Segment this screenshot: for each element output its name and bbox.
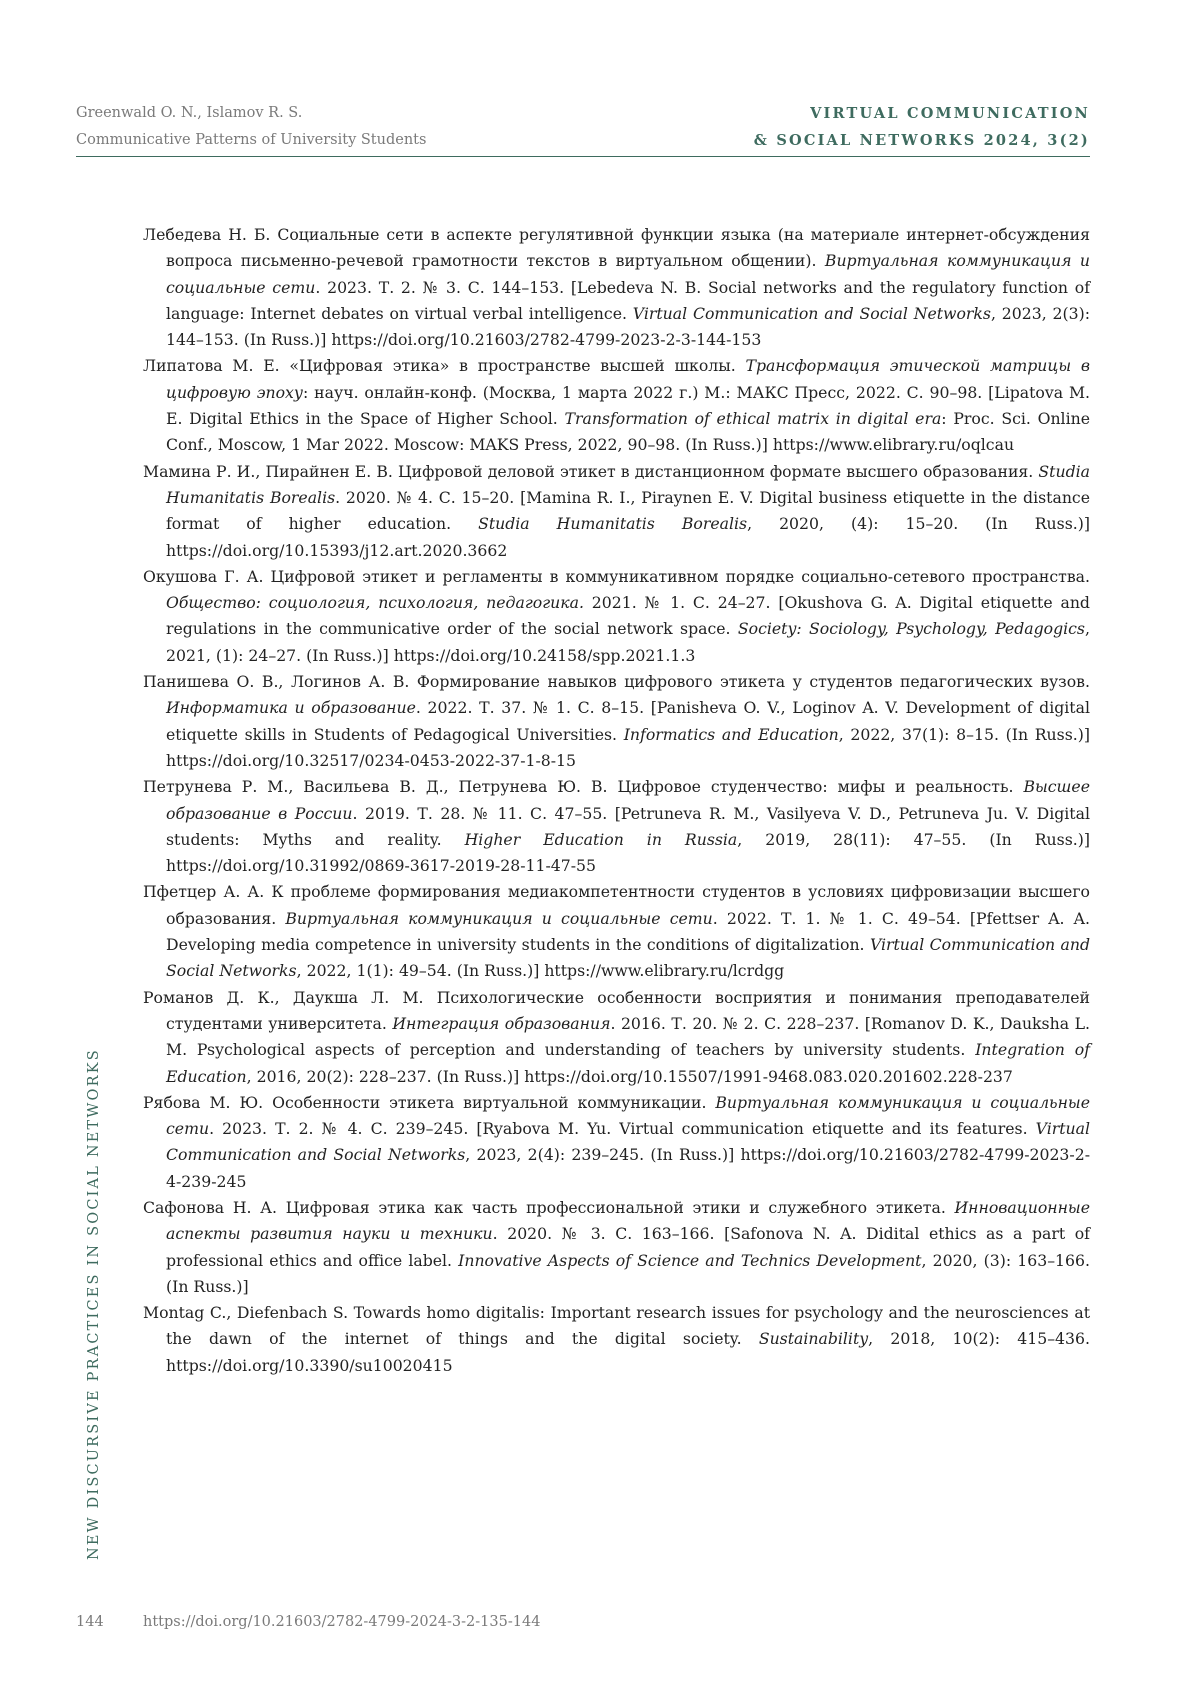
reference-entry — [143, 774, 1090, 879]
reference-text-run: , 2023, 2(3): 144–153. (In Russ.)] https://doi.org/10.21603/2782-4799-2023-2-3-144-153 — [166, 303, 1090, 350]
reference-entry — [143, 353, 1090, 458]
reference-italic-run: Виртуальная коммуникация и социальные сети — [166, 251, 1090, 297]
reference-italic-run: Higher Education in Russia — [464, 829, 738, 849]
page-number: 144 — [76, 1614, 104, 1630]
reference-text-run: , 2018, 10(2): 415–436. https://doi.org/10.3390/su10020415 — [166, 1329, 1090, 1375]
side-label-text: NEW DISCURSIVE PRACTICES IN SOCIAL NETWORKS — [86, 1048, 102, 1560]
reference-text-run: . 2022. Т. 1. № 1. С. 49–54. [Pfettser A. A. Developing media competence in university students in the conditions of digitalization. — [166, 908, 1090, 955]
reference-entry — [143, 222, 1090, 353]
reference-entry — [143, 1195, 1090, 1300]
reference-italic-run: Виртуальная коммуникация и социальные сети — [166, 1092, 1090, 1139]
reference-entry — [143, 879, 1090, 984]
reference-text-run: , 2021, (1): 24–27. (In Russ.)] https://doi.org/10.24158/spp.2021.1.3 — [166, 619, 1090, 665]
reference-entry — [143, 564, 1090, 669]
running-header-left — [76, 100, 426, 154]
reference-italic-run: Virtual Communication and Social Networks — [166, 935, 1091, 981]
reference-entry — [143, 459, 1090, 564]
reference-text-run: , 2019, 28(11): 47–55. (In Russ.)] https://doi.org/10.31992/0869-3617-2019-28-11-47-55 — [166, 829, 1090, 876]
reference-text-run: Романов Д. К., Даукша Л. М. Психологические особенности восприятия и понимания преподавателей студентами университета. — [143, 987, 1090, 1033]
header-authors: Greenwald O. N., Islamov R. S. — [76, 105, 303, 121]
header-divider — [76, 156, 1090, 157]
journal-title — [754, 100, 1090, 154]
reference-entry — [143, 1090, 1090, 1195]
reference-text-run: , 2022, 37(1): 8–15. (In Russ.)] https://doi.org/10.32517/0234-0453-2022-37-1-8-15 — [166, 724, 1090, 770]
reference-text-run: . 2022. Т. 37. № 1. С. 8–15. [Panisheva O. V., Loginov A. V. Development of digital etiquette skills in Students of Pedagogical Universities. — [166, 698, 1090, 744]
journal-title-line2: & SOCIAL NETWORKS 2024, 3(2) — [753, 132, 1090, 149]
reference-text-run: 2021. № 1. С. 24–27. [Okushova G. A. Digital etiquette and regulations in the communicative order of the social network space. — [166, 593, 1090, 639]
reference-text-run: Сафонова Н. А. Цифровая этика как часть профессиональной этики и служебного этикета. — [143, 1197, 955, 1217]
reference-italic-run: Virtual Communication and Social Networks — [632, 303, 991, 323]
reference-entry — [143, 985, 1090, 1090]
reference-text-run: , 2023, 2(4): 239–245. (In Russ.)] https://doi.org/10.21603/2782-4799-2023-2-4-239-245 — [166, 1145, 1090, 1191]
reference-text-run: . 2023. Т. 2. № 4. С. 239–245. [Ryabova M. Yu. Virtual communication etiquette and its features. — [209, 1119, 1036, 1139]
reference-text-run: Окушова Г. А. Цифровой этикет и регламенты в коммуникативном порядке социально-сетевого пространства. — [143, 566, 1090, 586]
reference-italic-run: Studia Humanitatis Borealis — [478, 514, 748, 534]
reference-text-run: Панишева О. В., Логинов А. В. Формирование навыков цифрового этикета у студентов педагогических вузов. — [143, 672, 1090, 692]
reference-text-run: Рябова М. Ю. Особенности этикета виртуальной коммуникации. — [143, 1092, 716, 1112]
reference-italic-run: Инновационные аспекты развития науки и техники — [166, 1197, 1090, 1244]
reference-text-run: Липатова М. Е. «Цифровая этика» в пространстве высшей школы. — [143, 356, 746, 376]
reference-text-run: Мамина Р. И., Пирайнен Е. В. Цифровой деловой этикет в дистанционном формате высшего образования. — [143, 461, 1039, 481]
reference-italic-run: Society: Sociology, Psychology, Pedagogics — [737, 619, 1085, 639]
reference-text-run: . 2020. № 4. С. 15–20. [Mamina R. I., Piraynen E. V. Digital business etiquette in the distance format of higher education. — [166, 487, 1090, 534]
reference-italic-run: Информатика и образование — [166, 698, 416, 718]
reference-italic-run: Studia Humanitatis Borealis — [166, 461, 1090, 507]
reference-text-run: Петрунева Р. М., Васильева В. Д., Петрунева Ю. В. Цифровое студенчество: мифы и реальность. — [143, 777, 1024, 797]
reference-italic-run: Innovative Aspects of Science and Technics Development — [458, 1250, 922, 1270]
reference-text-run: . 2019. Т. 28. № 11. С. 47–55. [Petruneva R. M., Vasilyeva V. D., Petruneva Ju. V. Digital students: Myths and reality. — [166, 803, 1090, 849]
header-article-title: Communicative Patterns of University Students — [76, 132, 427, 148]
reference-italic-run: Интеграция образования — [392, 1013, 611, 1033]
reference-text-run: , 2020, (3): 163–166. (In Russ.)] — [166, 1250, 1090, 1296]
reference-list — [143, 222, 1090, 1379]
reference-text-run: , 2016, 20(2): 228–237. (In Russ.)] https://doi.org/10.15507/1991-9468.083.020.201602.228-237 — [246, 1066, 1013, 1086]
journal-title-line1: VIRTUAL COMMUNICATION — [810, 105, 1090, 122]
reference-italic-run: Informatics and Education — [623, 724, 839, 744]
reference-italic-run: Virtual Communication and Social Networks — [166, 1119, 1090, 1165]
reference-text-run: : науч. онлайн-конф. (Москва, 1 марта 2022 г.) М.: МАКС Пресс, 2022. С. 90–98. [Lipatova M. E. Digital Ethics in the Space of Higher School. — [166, 382, 1090, 429]
reference-text-run: . 2020. № 3. С. 163–166. [Safonova N. A. Didital ethics as a part of professional ethics and office label. — [166, 1224, 1090, 1270]
reference-text-run: . 2016. Т. 20. № 2. С. 228–237. [Romanov D. K., Dauksha L. M. Psychological aspects of perception and understanding of teachers by university students. — [166, 1013, 1090, 1060]
reference-italic-run: Высшее образование в России — [166, 777, 1090, 823]
reference-text-run: , 2020, (4): 15–20. (In Russ.)] https://doi.org/10.15393/j12.art.2020.3662 — [166, 514, 1090, 560]
reference-entry — [143, 1300, 1090, 1379]
reference-text-run: Пфетцер А. А. К проблеме формирования медиакомпетентности студентов в условиях цифровизации высшего образования. — [143, 882, 1090, 928]
reference-text-run: . 2023. Т. 2. № 3. С. 144–153. [Lebedeva N. B. Social networks and the regulatory function of language: Internet debates on virtual verbal intelligence. — [166, 277, 1090, 323]
reference-entry — [143, 669, 1090, 774]
reference-italic-run: Transformation of ethical matrix in digital era — [564, 409, 942, 429]
reference-italic-run: Sustainability — [758, 1329, 869, 1349]
footer-doi: https://doi.org/10.21603/2782-4799-2024-3-2-135-144 — [143, 1614, 541, 1630]
reference-text-run: Montag C., Diefenbach S. Towards homo digitalis: Important research issues for psychology and the neurosciences at the dawn of the internet of things and the digital society. — [143, 1303, 1090, 1349]
reference-italic-run: Виртуальная коммуникация и социальные сети — [285, 908, 713, 928]
reference-italic-run: Integration of Education — [166, 1040, 1090, 1086]
reference-text-run: : Proc. Sci. Online Conf., Moscow, 1 Mar 2022. Moscow: MAKS Press, 2022, 90–98. (In Russ.)] https://www.elibrary.ru/oqlcau — [166, 409, 1090, 455]
reference-italic-run: Трансформация этической матрицы в цифровую эпоху — [166, 356, 1090, 402]
reference-text-run: , 2022, 1(1): 49–54. (In Russ.)] https://www.elibrary.ru/lcrdgg — [296, 961, 785, 981]
reference-italic-run: Общество: социология, психология, педагогика. — [166, 593, 584, 613]
reference-text-run: Лебедева Н. Б. Социальные сети в аспекте регулятивной функции языка (на материале интернет-обсуждения вопроса письменно-речевой грамотности текстов в виртуальном общении). — [143, 225, 1090, 271]
